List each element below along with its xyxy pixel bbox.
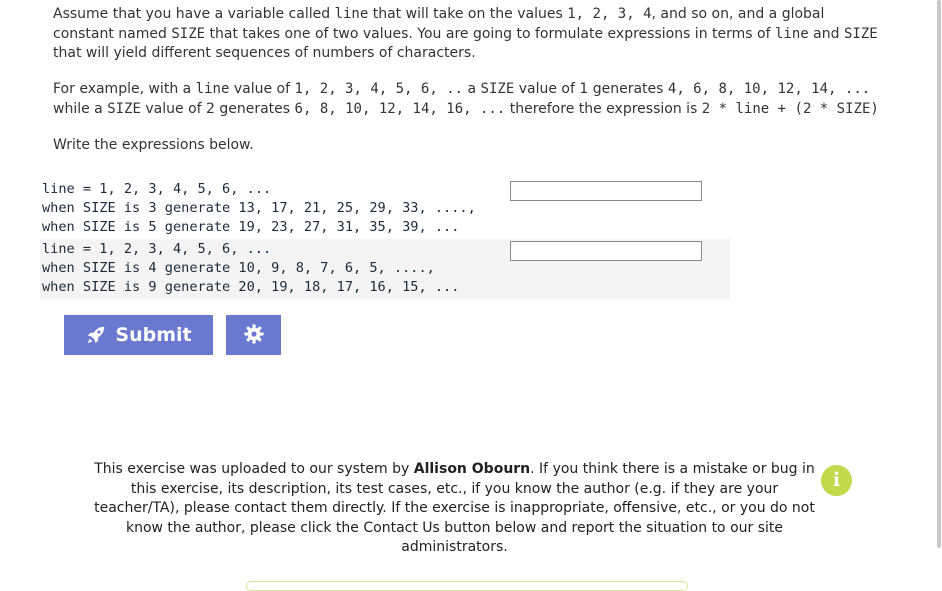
code-size: SIZE: [843, 25, 878, 42]
rocket-icon: [85, 324, 107, 346]
code-size: SIZE: [480, 81, 515, 97]
code-expression: 2 * line + (2 * SIZE): [701, 100, 879, 117]
problem-case-1: when SIZE is 4 generate 10, 9, 8, 7, 6, 5, ....,: [42, 260, 435, 276]
scrollbar-thumb[interactable]: [937, 0, 941, 548]
code-sequence: 6, 8, 10, 12, 14, 16, ...: [294, 100, 506, 117]
info-icon[interactable]: [821, 465, 852, 496]
instructions-paragraph-3: Write the expressions below.: [53, 137, 254, 153]
contact-us-button-partial[interactable]: [246, 581, 688, 591]
code-values: 1, 2, 3, 4: [567, 6, 652, 22]
problem-line-values: line = 1, 2, 3, 4, 5, 6, ...: [42, 241, 272, 257]
settings-button[interactable]: [226, 315, 281, 355]
info-glyph: i: [832, 469, 841, 491]
problem-1: [40, 179, 730, 239]
submit-button[interactable]: [64, 315, 213, 355]
code-line: line: [195, 81, 230, 97]
problem-case-2: when SIZE is 5 generate 19, 23, 27, 31, 35, 39, ...: [42, 219, 460, 235]
problem-line-values: line = 1, 2, 3, 4, 5, 6, ...: [42, 181, 272, 197]
gear-icon: [243, 323, 265, 348]
instructions-paragraph-2: For example, with a line value of 1, 2, 3, 4, 5, 6, .. a SIZE value of 1 generates 4, 6, 8, 10, 12, 14, ... while a SIZE value of 2 generates 6, 8, 10, 12, 14, 16, ... therefore the expression is 2 * line + (2 * SIZE): [53, 81, 879, 117]
scrollbar[interactable]: [937, 0, 942, 585]
problem-case-2: when SIZE is 9 generate 20, 19, 18, 17, 16, 15, ...: [42, 279, 460, 295]
code-values: 1, 2, 3, 4, 5, 6, ..: [294, 81, 464, 97]
problem-2: [40, 239, 730, 299]
code-line: line: [774, 25, 809, 42]
author-name: Allison Obourn: [413, 461, 531, 477]
answer-input-1[interactable]: [510, 181, 702, 201]
code-sequence: 4, 6, 8, 10, 12, 14, ...: [667, 81, 871, 97]
instructions-paragraph-1: Assume that you have a variable called line that will take on the values 1, 2, 3, 4, and so on, and a global constant named SIZE that takes one of two values. You are going to formulate expressions in terms of line and SIZE that will yield different sequences of numbers of characters.: [53, 6, 878, 61]
code-size: SIZE: [107, 100, 141, 117]
answer-input-2[interactable]: [510, 241, 702, 261]
author-note: This exercise was uploaded to our system by Allison Obourn. If you think there is a mistake or bug in this exercise, its description, its test cases, etc., if you know the author (e.g. if they are your teacher/TA), please contact them directly. If the exercise is inappropriate, offensive, etc., or you do not know the author, please click the Contact Us button below and report the situation to our site administrators.: [94, 461, 815, 555]
code-line: line: [334, 6, 369, 22]
submit-label: Submit: [115, 324, 192, 346]
code-size: SIZE: [171, 25, 206, 42]
problem-case-1: when SIZE is 3 generate 13, 17, 21, 25, 29, 33, ....,: [42, 200, 476, 216]
